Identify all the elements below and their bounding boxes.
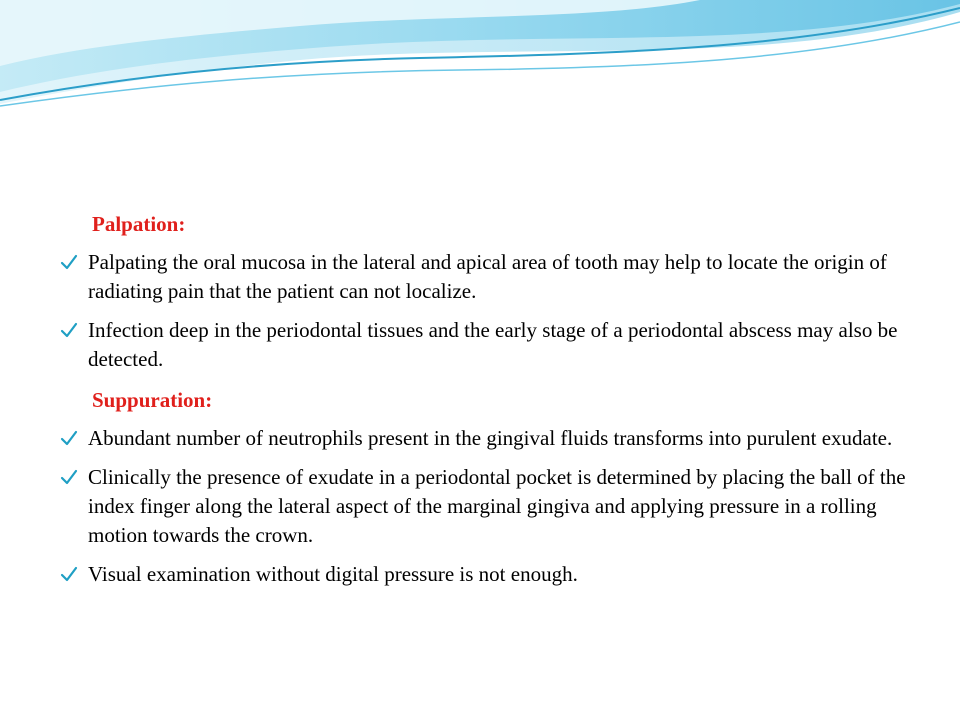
bullet-text: Abundant number of neutrophils present in the gingival fluids transforms into purulent exudate.	[88, 426, 893, 450]
bullet-text: Infection deep in the periodontal tissues and the early stage of a periodontal abscess may also be detected.	[88, 318, 898, 371]
wave-banner-decoration	[0, 0, 960, 110]
checkmark-icon	[60, 322, 78, 338]
checkmark-icon	[60, 469, 78, 485]
bullet-text: Palpating the oral mucosa in the lateral and apical area of tooth may help to locate the origin of radiating pain that the patient can not localize.	[88, 250, 887, 303]
bullet-item	[60, 424, 920, 453]
heading-palpation: Palpation:	[92, 212, 186, 236]
bullet-item	[60, 248, 920, 306]
bullet-text: Visual examination without digital pressure is not enough.	[88, 562, 578, 586]
bullet-text: Clinically the presence of exudate in a periodontal pocket is determined by placing the ball of the index finger along the lateral aspect of the marginal gingiva and applying pressure in a rolling motion towards the crown.	[88, 465, 906, 547]
checkmark-icon	[60, 566, 78, 582]
checkmark-icon	[60, 430, 78, 446]
bullet-item	[60, 316, 920, 374]
bullet-item	[60, 463, 920, 550]
checkmark-icon	[60, 254, 78, 270]
slide-content	[60, 208, 920, 599]
heading-suppuration: Suppuration:	[92, 388, 213, 412]
bullet-item	[60, 560, 920, 589]
